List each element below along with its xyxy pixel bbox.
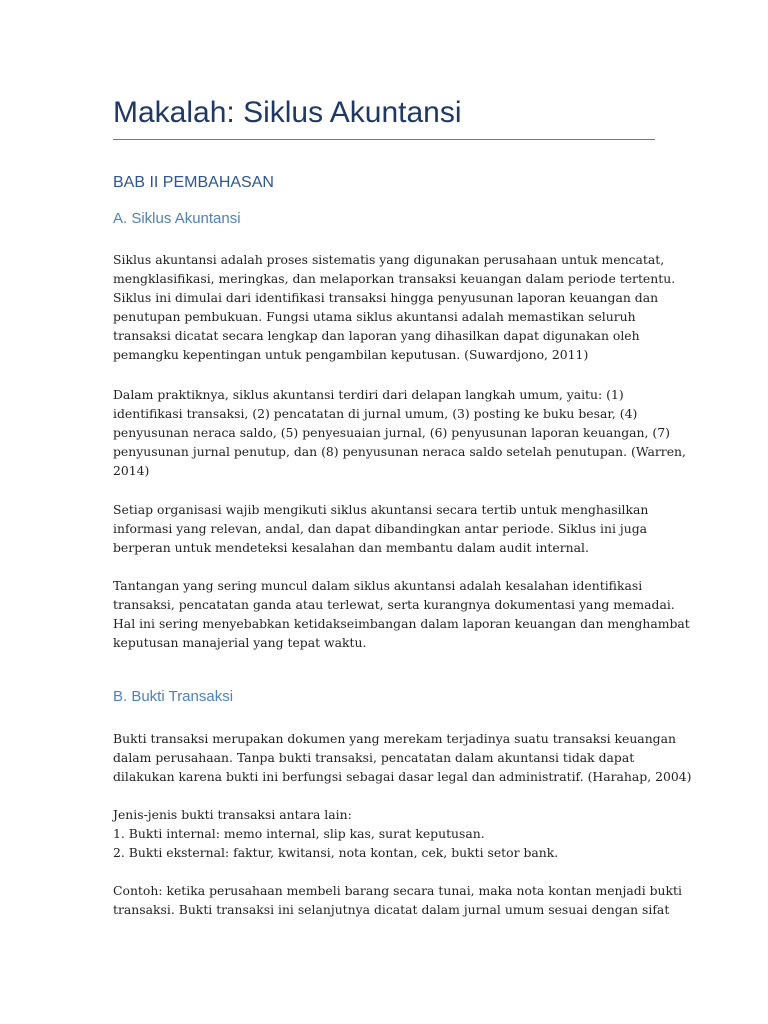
chapter-heading: BAB II PEMBAHASAN (113, 174, 274, 191)
paragraph (113, 500, 658, 557)
text-line: Bukti transaksi merupakan dokumen yang merekam terjadinya suatu transaksi keuangan (113, 731, 676, 746)
text-line: Jenis-jenis bukti transaksi antara lain: (113, 807, 352, 822)
list-item: 2. Bukti eksternal: faktur, kwitansi, nota kontan, cek, bukti setor bank. (113, 845, 559, 860)
text-line: Dalam praktiknya, siklus akuntansi terdiri dari delapan langkah umum, yaitu: (1) (113, 387, 624, 402)
text-line: transaksi dicatat secara lengkap dan laporan yang dihasilkan dapat digunakan oleh (113, 328, 640, 343)
list-item: 1. Bukti internal: memo internal, slip kas, surat keputusan. (113, 826, 485, 841)
paragraph (113, 576, 690, 652)
section-heading-siklus-akuntansi: A. Siklus Akuntansi (113, 210, 241, 227)
paragraph (113, 805, 658, 862)
text-line: transaksi, pencatatan ganda atau terlewat, serta kurangnya dokumentasi yang memadai. (113, 597, 675, 612)
text-line: 2014) (113, 463, 150, 478)
text-line: penyusunan jurnal penutup, dan (8) penyusunan neraca saldo setelah penutupan. (Warren, (113, 444, 686, 459)
paragraph (113, 881, 682, 919)
text-line: identifikasi transaksi, (2) pencatatan di jurnal umum, (3) posting ke buku besar, (4) (113, 406, 638, 421)
text-line: pemangku kepentingan untuk pengambilan keputusan. (Suwardjono, 2011) (113, 347, 589, 362)
text-line: Siklus akuntansi adalah proses sistematis yang digunakan perusahaan untuk mencatat, (113, 252, 665, 267)
text-line: Siklus ini dimulai dari identifikasi transaksi hingga penyusunan laporan keuangan dan (113, 290, 659, 305)
text-line: penyusunan neraca saldo, (5) penyesuaian jurnal, (6) penyusunan laporan keuangan, (7) (113, 425, 670, 440)
text-line: mengklasifikasi, meringkas, dan melaporkan transaksi keuangan dalam periode tertentu. (113, 271, 676, 286)
paragraph (113, 729, 692, 786)
text-line: Hal ini sering menyebabkan ketidakseimbangan dalam laporan keuangan dan menghambat (113, 616, 690, 631)
text-line: transaksi. Bukti transaksi ini selanjutnya dicatat dalam jurnal umum sesuai dengan sifat (113, 902, 670, 917)
document-title: Makalah: Siklus Akuntansi (113, 96, 462, 129)
text-line: berperan untuk mendeteksi kesalahan dan membantu dalam audit internal. (113, 540, 589, 555)
text-line: Setiap organisasi wajib mengikuti siklus akuntansi secara tertib untuk menghasilkan (113, 502, 649, 517)
text-line: penutupan pembukuan. Fungsi utama siklus akuntansi adalah memastikan seluruh (113, 309, 636, 324)
title-underline (113, 139, 655, 140)
text-line: keputusan manajerial yang tepat waktu. (113, 635, 367, 650)
paragraph (113, 385, 686, 480)
text-line: dalam perusahaan. Tanpa bukti transaksi, pencatatan dalam akuntansi tidak dapat (113, 750, 635, 765)
paragraph (113, 250, 676, 364)
text-line: Tantangan yang sering muncul dalam siklus akuntansi adalah kesalahan identifikasi (113, 578, 643, 593)
text-line: Contoh: ketika perusahaan membeli barang secara tunai, maka nota kontan menjadi bukti (113, 883, 682, 898)
text-line: dilakukan karena bukti ini berfungsi sebagai dasar legal dan administratif. (Harahap, 2004) (113, 769, 692, 784)
section-heading-bukti-transaksi: B. Bukti Transaksi (113, 688, 234, 705)
text-line: informasi yang relevan, andal, dan dapat dibandingkan antar periode. Siklus ini juga (113, 521, 648, 536)
